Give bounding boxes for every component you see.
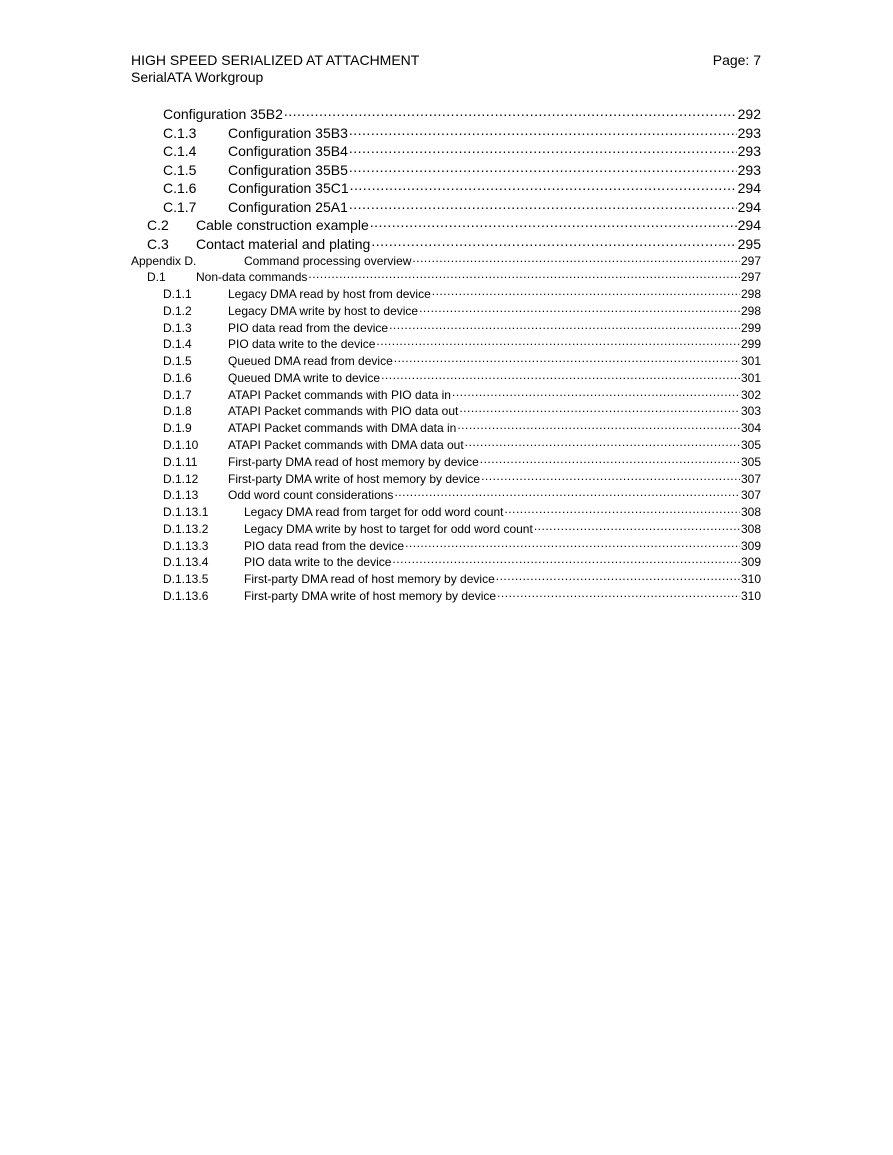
toc-entry-number: C.1.4 <box>163 143 197 159</box>
toc-entry-title: First-party DMA write of host memory by device <box>228 472 481 486</box>
toc-entry-number: C.1.7 <box>163 199 197 215</box>
toc-entry-number: D.1.10 <box>163 438 199 452</box>
toc-entry[interactable] <box>163 387 761 402</box>
toc-entry[interactable] <box>163 471 761 486</box>
toc-leader <box>392 554 740 566</box>
toc-entry-title: Legacy DMA write by host to target for odd word count <box>244 522 533 536</box>
toc-entry[interactable] <box>163 521 761 536</box>
toc-leader <box>349 124 737 138</box>
toc-entry-title: ATAPI Packet commands with DMA data in <box>228 421 457 435</box>
toc-entry-page: 299 <box>740 337 761 351</box>
toc-entry-title: PIO data read from the device <box>228 321 389 335</box>
toc-entry-title: Configuration 35B3 <box>228 125 348 141</box>
toc-entry-page: 302 <box>740 388 761 402</box>
toc-entry[interactable] <box>163 454 761 469</box>
toc-entry[interactable] <box>163 198 761 215</box>
toc-entry[interactable] <box>163 336 761 351</box>
toc-entry[interactable] <box>163 320 761 335</box>
toc-entry-number: C.1.3 <box>163 125 197 141</box>
toc-entry-title: PIO data read from the device <box>244 539 405 553</box>
toc-entry[interactable] <box>147 269 761 284</box>
toc-entry-title: Configuration 35B4 <box>228 143 348 159</box>
toc-leader <box>412 253 740 265</box>
toc-entry[interactable] <box>163 161 761 178</box>
toc-entry-number: D.1.11 <box>163 455 198 469</box>
toc-entry-number: D.1.2 <box>163 304 192 318</box>
workgroup-name: SerialATA Workgroup <box>131 69 264 85</box>
toc-entry-title: Command processing overview <box>244 254 412 268</box>
toc-entry-number: C.1.6 <box>163 180 197 196</box>
toc-entry-page: 309 <box>740 539 761 553</box>
toc-leader <box>284 105 737 119</box>
toc-leader <box>389 320 740 332</box>
toc-entry-number: C.2 <box>147 217 169 233</box>
toc-entry-page: 294 <box>737 180 761 196</box>
toc-leader <box>350 179 737 193</box>
toc-entry[interactable] <box>163 179 761 196</box>
header-top-row <box>131 52 761 69</box>
toc-leader <box>465 437 740 449</box>
toc-entry-appendix[interactable] <box>131 253 761 268</box>
toc-entry[interactable] <box>163 437 761 452</box>
toc-entry-page: 298 <box>740 287 761 301</box>
toc-entry-page: 293 <box>737 125 761 141</box>
toc-entry-title: Legacy DMA write by host to device <box>228 304 419 318</box>
toc-leader <box>394 353 740 365</box>
toc-entry-page: 304 <box>740 421 761 435</box>
toc-entry-page: 310 <box>740 572 761 586</box>
toc-leader <box>457 420 740 432</box>
toc-entry-title: ATAPI Packet commands with PIO data in <box>228 388 451 402</box>
toc-entry-number: D.1.13.4 <box>163 555 209 569</box>
toc-entry[interactable] <box>163 286 761 301</box>
toc-leader <box>308 269 740 281</box>
toc-leader <box>349 161 737 175</box>
toc-leader <box>534 521 740 533</box>
toc-entry-page: 294 <box>737 199 761 215</box>
toc-entry-title: Configuration 35B2 <box>163 106 283 122</box>
toc-entry-page: 308 <box>740 505 761 519</box>
toc-entry[interactable] <box>163 487 761 502</box>
toc-entry-number: D.1.13.5 <box>163 572 209 586</box>
toc-entry-title: Legacy DMA read by host from device <box>228 287 431 301</box>
toc-entry-title: Configuration 25A1 <box>228 199 348 215</box>
toc-leader <box>497 588 740 600</box>
toc-entry-page: 293 <box>737 162 761 178</box>
toc-entry[interactable] <box>163 124 761 141</box>
toc-entry-title: Legacy DMA read from target for odd word count <box>244 505 504 519</box>
toc-entry-page: 305 <box>740 438 761 452</box>
toc-entry[interactable] <box>163 420 761 435</box>
toc-entry-title: PIO data write to the device <box>244 555 392 569</box>
toc-leader <box>496 571 740 583</box>
toc-entry[interactable] <box>163 303 761 318</box>
toc-leader <box>405 538 740 550</box>
toc-leader <box>349 142 737 156</box>
toc-entry-number: D.1.13.2 <box>163 522 209 536</box>
toc-entry-number: D.1.6 <box>163 371 192 385</box>
toc-leader <box>419 303 740 315</box>
toc-entry[interactable] <box>163 370 761 385</box>
toc-entry[interactable] <box>147 216 761 233</box>
toc-entry-page: 307 <box>740 472 761 486</box>
toc-entry-number: Appendix D. <box>131 254 197 268</box>
toc-entry-title: Contact material and plating <box>196 236 371 252</box>
toc-entry-number: D.1.4 <box>163 337 192 351</box>
toc-entry[interactable] <box>147 235 761 252</box>
toc-entry-title: Queued DMA write to device <box>228 371 381 385</box>
toc-entry-page: 295 <box>737 236 761 252</box>
toc-entry-page: 294 <box>737 217 761 233</box>
toc-entry-number: D.1.7 <box>163 388 192 402</box>
document-title: HIGH SPEED SERIALIZED AT ATTACHMENT <box>131 52 420 68</box>
toc-leader <box>481 471 740 483</box>
toc-entry[interactable] <box>163 142 761 159</box>
toc-entry-page: 292 <box>737 106 761 122</box>
toc-entry-title: Configuration 35B5 <box>228 162 348 178</box>
toc-entry-title: ATAPI Packet commands with DMA data out <box>228 438 464 452</box>
toc-entry-number: D.1.12 <box>163 472 199 486</box>
toc-entry[interactable] <box>163 353 761 368</box>
toc-leader <box>504 504 740 516</box>
toc-entry-number: D.1.8 <box>163 404 192 418</box>
toc-entry[interactable] <box>163 504 761 519</box>
toc-entry-number: C.1.5 <box>163 162 197 178</box>
toc-entry-page: 298 <box>740 304 761 318</box>
toc-entry-page: 299 <box>740 321 761 335</box>
toc-entry-title: First-party DMA write of host memory by device <box>244 589 497 603</box>
toc-leader <box>371 235 736 249</box>
toc-entry-title: Cable construction example <box>196 217 369 233</box>
toc-entry-title: First-party DMA read of host memory by device <box>228 455 479 469</box>
toc-leader <box>432 286 740 298</box>
toc-entry-number: D.1.13.6 <box>163 589 209 603</box>
toc-entry-page: 297 <box>740 270 761 284</box>
toc-entry-page: 293 <box>737 143 761 159</box>
toc-entry-page: 301 <box>740 354 761 368</box>
toc-entry-number: D.1.9 <box>163 421 192 435</box>
toc-entry-page: 310 <box>740 589 761 603</box>
toc-entry-title: Configuration 35C1 <box>228 180 349 196</box>
toc-entry-number: C.3 <box>147 236 169 252</box>
toc-entry-number: D.1.13.1 <box>163 505 209 519</box>
page-number: Page: 7 <box>712 52 761 68</box>
toc-entry[interactable] <box>163 403 761 418</box>
toc-entry-title: Odd word count considerations <box>228 488 394 502</box>
toc-leader <box>394 487 740 499</box>
toc-entry[interactable] <box>163 538 761 553</box>
toc-entry[interactable] <box>163 571 761 586</box>
toc-entry-page: 309 <box>740 555 761 569</box>
toc-entry-page: 307 <box>740 488 761 502</box>
toc-entry-number: D.1 <box>147 270 166 284</box>
toc-entry-title: PIO data write to the device <box>228 337 376 351</box>
toc-entry-title: ATAPI Packet commands with PIO data out <box>228 404 459 418</box>
toc-entry-number: D.1.1 <box>163 287 192 301</box>
toc-entry-page: 308 <box>740 522 761 536</box>
toc-entry[interactable] <box>163 588 761 603</box>
toc-entry-number: D.1.5 <box>163 354 192 368</box>
toc-entry-title: First-party DMA read of host memory by device <box>244 572 495 586</box>
toc-entry-page: 301 <box>740 371 761 385</box>
toc-leader <box>459 403 740 415</box>
toc-entry-title: Non-data commands <box>196 270 308 284</box>
page-header <box>131 52 761 86</box>
toc-entry-number: D.1.13 <box>163 488 199 502</box>
toc-entry[interactable] <box>163 554 761 569</box>
toc-leader <box>452 387 740 399</box>
toc-entry[interactable] <box>163 105 761 122</box>
toc-entry-page: 305 <box>740 455 761 469</box>
toc-leader <box>480 454 740 466</box>
toc-leader <box>349 198 737 212</box>
toc-entry-title: Queued DMA read from device <box>228 354 393 368</box>
toc-leader <box>376 336 740 348</box>
toc-leader <box>381 370 740 382</box>
toc-entry-page: 297 <box>740 254 761 268</box>
toc-leader <box>370 216 737 230</box>
toc-entry-number: D.1.13.3 <box>163 539 209 553</box>
toc-entry-page: 303 <box>740 404 761 418</box>
toc-entry-number: D.1.3 <box>163 321 192 335</box>
